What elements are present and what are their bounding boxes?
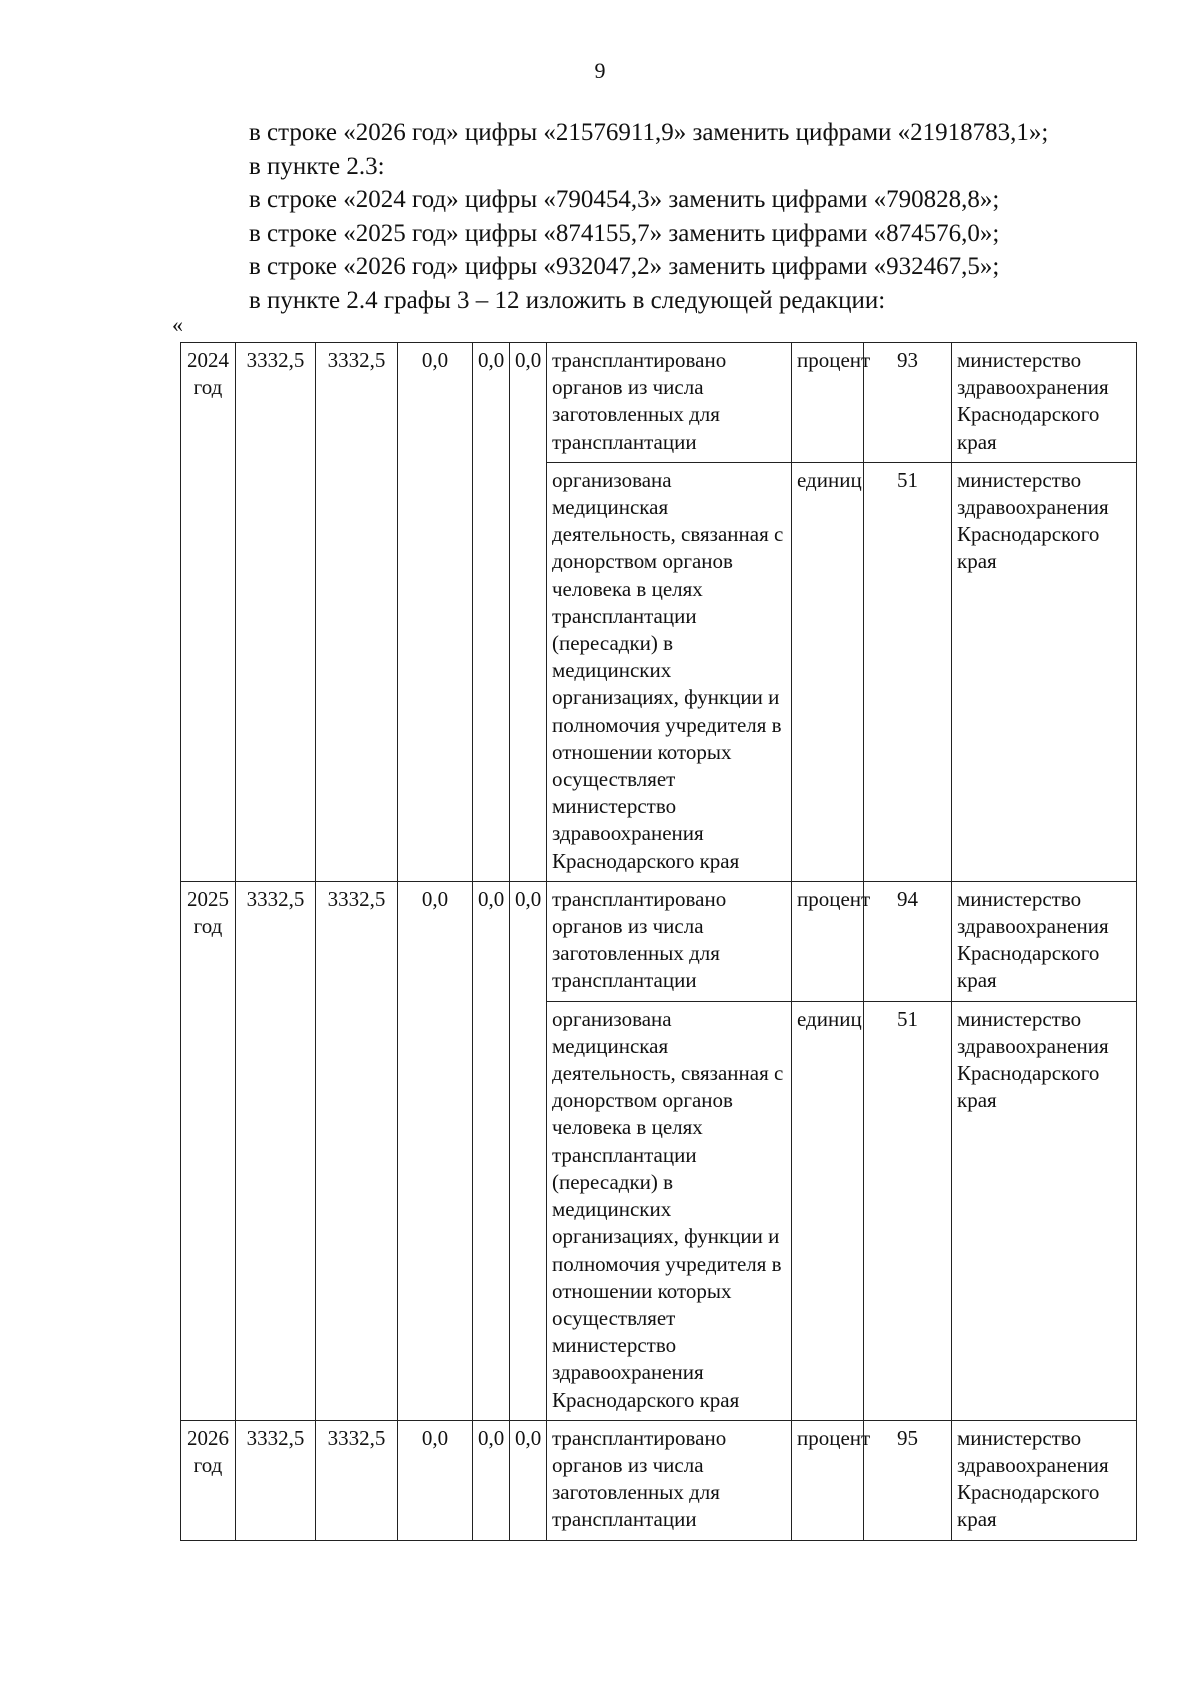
indicator-text-cell: организована медицинская деятельность, связанная с донорством органов человека в целях трансплантации (пересадки) в медицинских организациях, функции и полномочия учредителя в отношении которых осуществляет министерство здравоохранения Краснодарского края: [547, 462, 792, 881]
amount-total-cell: 3332,5: [236, 1420, 316, 1540]
indicator-text-cell: трансплантировано органов из числа заготовленных для трансплантации: [547, 1420, 792, 1540]
intro-text: [249, 116, 1149, 317]
indicator-value-cell: 93: [864, 343, 952, 463]
page-number: 9: [594, 58, 606, 83]
amount-other-cell: 0,0: [510, 343, 547, 882]
amount-regional-cell: 3332,5: [316, 1420, 398, 1540]
table-row: [181, 1420, 1137, 1540]
indicator-unit-cell: процент: [792, 881, 864, 1001]
amount-total-cell: 3332,5: [236, 881, 316, 1420]
indicator-value-cell: 51: [864, 462, 952, 881]
amount-federal-cell: 0,0: [398, 343, 473, 882]
executor-cell: министерство здравоохранения Краснодарского края: [952, 1001, 1137, 1420]
executor-cell: министерство здравоохранения Краснодарского края: [952, 343, 1137, 463]
intro-line: в строке «2026 год» цифры «932047,2» заменить цифрами «932467,5»;: [249, 253, 1000, 280]
indicator-value-cell: 94: [864, 881, 952, 1001]
indicator-unit-cell: процент: [792, 343, 864, 463]
executor-cell: министерство здравоохранения Краснодарского края: [952, 462, 1137, 881]
year-cell: 2026 год: [181, 1420, 236, 1540]
amount-total-cell: 3332,5: [236, 343, 316, 882]
year-cell: 2024 год: [181, 343, 236, 882]
amount-local-cell: 0,0: [473, 343, 510, 882]
intro-line: в пункте 2.4 графы 3 – 12 изложить в следующей редакции:: [249, 286, 886, 314]
indicator-text-cell: трансплантировано органов из числа заготовленных для трансплантации: [547, 343, 792, 463]
amount-local-cell: 0,0: [473, 881, 510, 1420]
amount-other-cell: 0,0: [510, 1420, 547, 1540]
amount-other-cell: 0,0: [510, 881, 547, 1420]
intro-line: в строке «2024 год» цифры «790454,3» заменить цифрами «790828,8»;: [249, 186, 1000, 213]
indicator-unit-cell: единиц: [792, 1001, 864, 1420]
amount-federal-cell: 0,0: [398, 881, 473, 1420]
intro-line: в строке «2025 год» цифры «874155,7» заменить цифрами «874576,0»;: [249, 219, 1000, 247]
indicator-unit-cell: процент: [792, 1420, 864, 1540]
intro-line: в строке «2026 год» цифры «21576911,9» заменить цифрами «21918783,1»;: [249, 119, 1049, 146]
amount-local-cell: 0,0: [473, 1420, 510, 1540]
table-row: [181, 343, 1137, 463]
amount-regional-cell: 3332,5: [316, 881, 398, 1420]
year-cell: 2025 год: [181, 881, 236, 1420]
program-table: [180, 342, 1137, 1541]
amount-federal-cell: 0,0: [398, 1420, 473, 1540]
table-row: [181, 881, 1137, 1001]
opening-quote: «: [172, 312, 183, 337]
indicator-text-cell: организована медицинская деятельность, связанная с донорством органов человека в целях трансплантации (пересадки) в медицинских организациях, функции и полномочия учредителя в отношении которых осуществляет министерство здравоохранения Краснодарского края: [547, 1001, 792, 1420]
indicator-value-cell: 51: [864, 1001, 952, 1420]
indicator-text-cell: трансплантировано органов из числа заготовленных для трансплантации: [547, 881, 792, 1001]
intro-line: в пункте 2.3:: [249, 152, 385, 180]
indicator-unit-cell: единиц: [792, 462, 864, 881]
executor-cell: министерство здравоохранения Краснодарского края: [952, 881, 1137, 1001]
executor-cell: министерство здравоохранения Краснодарского края: [952, 1420, 1137, 1540]
amount-regional-cell: 3332,5: [316, 343, 398, 882]
indicator-value-cell: 95: [864, 1420, 952, 1540]
